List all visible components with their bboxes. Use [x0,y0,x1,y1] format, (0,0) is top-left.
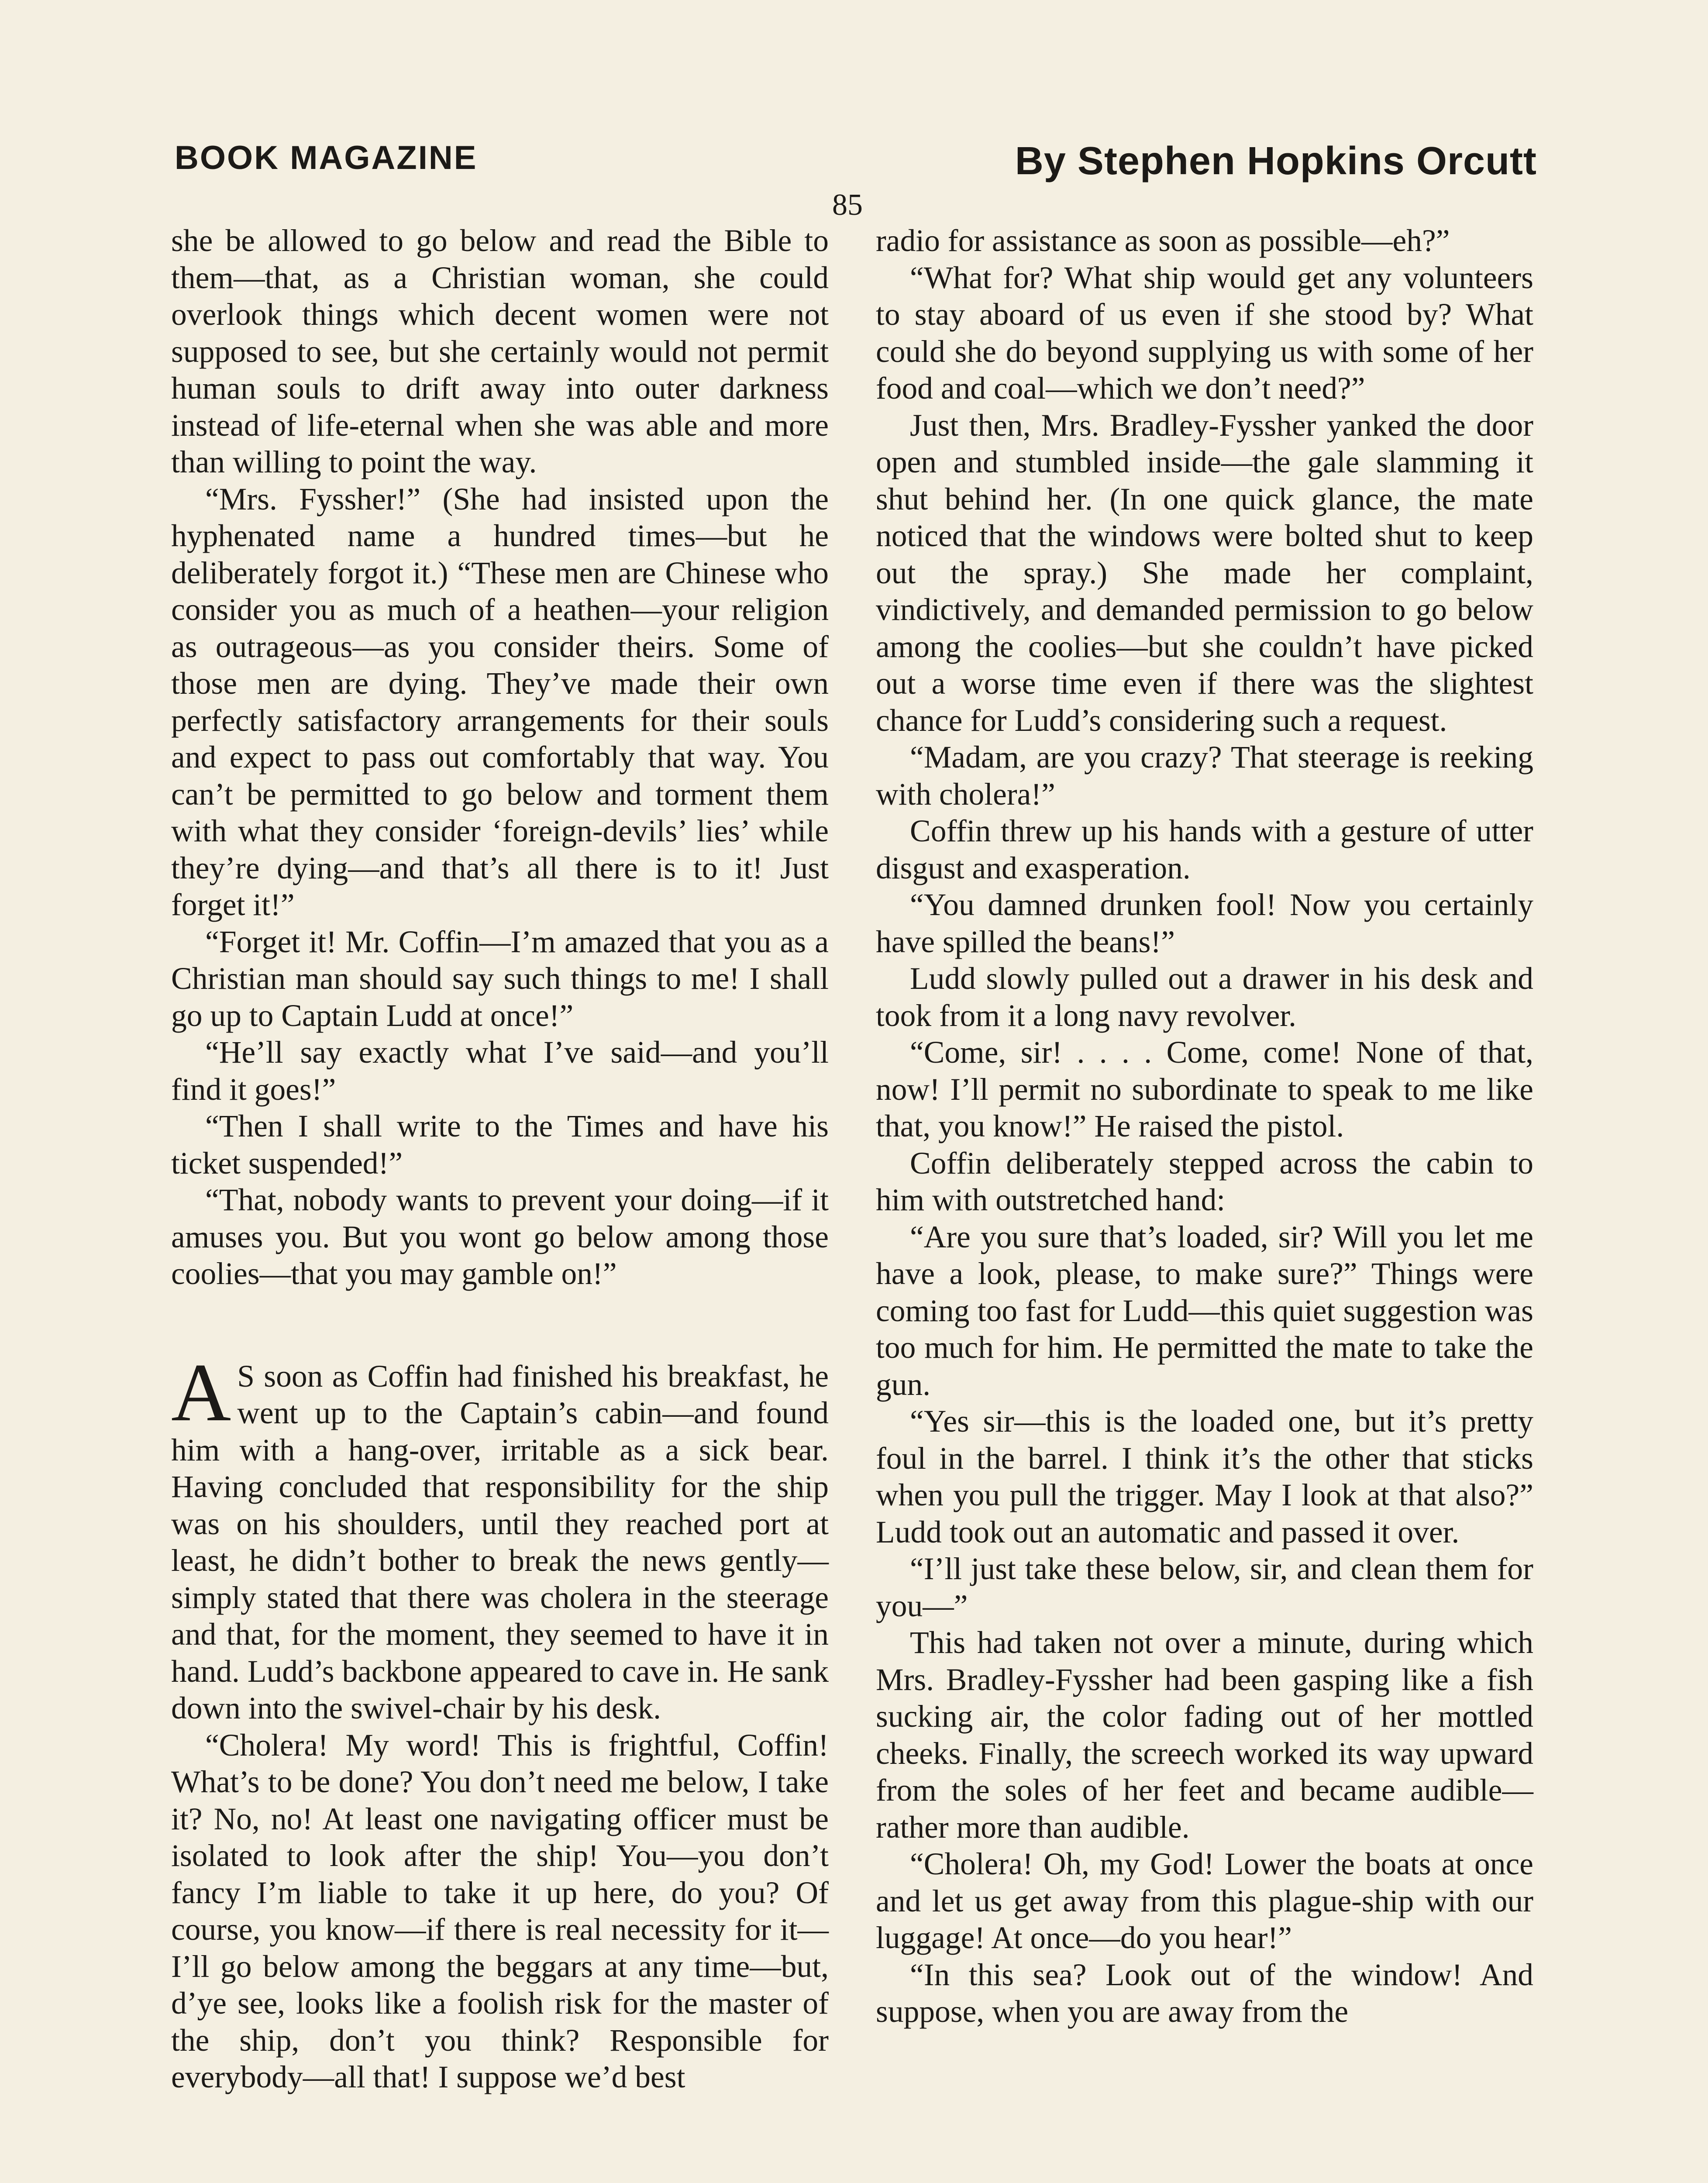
paragraph: “Cholera! Oh, my God! Lower the boats at once and let us get away from this plague-ship with our luggage! At once—do you hear!” [876,1847,1533,1955]
paragraph: Ludd slowly pulled out a drawer in his desk and took from it a long navy revolver. [876,961,1533,1033]
paragraph: “You damned drunken fool! Now you certainly have spilled the beans!” [876,888,1533,959]
paragraph: Coffin deliberately stepped across the cabin to him with outstretched hand: [876,1146,1533,1217]
paragraph: “Then I shall write to the Times and have his ticket suspended!” [171,1109,829,1181]
paragraph: she be allowed to go below and read the Bible to them—that, as a Christian woman, she could overlook things which decent women were not supposed to see, but she certainly would not permit human souls to drift away into outer darkness instead of life-eternal when she was able and more than willing to point the way. [171,224,829,479]
paragraph: “I’ll just take these below, sir, and clean them for you—” [876,1552,1533,1623]
left-column [171,223,829,2096]
author-byline: By Stephen Hopkins Orcutt [1015,139,1537,183]
magazine-title: BOOK MAGAZINE [175,139,478,176]
paragraph: This had taken not over a minute, during which Mrs. Bradley-Fyssher had been gasping like a fish sucking air, the color fading out of her mottled cheeks. Finally, the screech worked its way upward from the soles of her feet and became audible—rather more than audible. [876,1625,1533,1845]
paragraph: “Mrs. Fyssher!” (She had insisted upon the hyphenated name a hundred times—but he deliberately forgot it.) “These men are Chinese who consider you as much of a heathen—your religion as outrageous—as you consider theirs. Some of those men are dying. They’ve made their own perfectly satisfactory arrangements for their souls and expect to pass out comfortably that way. You can’t be permitted to go below and torment them with what they consider ‘foreign-devils’ lies’ while they’re dying—and that’s all there is to it! Just forget it!” [171,482,829,922]
drop-cap: A [171,1346,231,1439]
paragraph: “In this sea? Look out of the window! And suppose, when you are away from the [876,1957,1533,2029]
right-column [876,223,1533,2031]
paragraph: “Madam, are you crazy? That steerage is reeking with cholera!” [876,740,1533,812]
paragraph: Just then, Mrs. Bradley-Fyssher yanked the door open and stumbled inside—the gale slamming it shut behind her. (In one quick glance, the mate noticed that the windows were bolted shut to keep out the spray.) She made her complaint, vindictively, and demanded permission to go below among the coolies—but she couldn’t have picked out a worse time even if there was the slightest chance for Ludd’s considering such a request. [876,408,1533,738]
paragraph-text: S soon as Coffin had finished his breakfast, he went up to the Captain’s cabin—and found him with a hang-over, irritable as a sick bear. Having concluded that responsibility for the ship was on his shoulders, until they reached port at least, he didn’t bother to break the news gently—simply stated that there was cholera in the steerage and that, for the moment, they seemed to have it in hand. Ludd’s backbone appeared to cave in. He sank down into the swivel-chair by his desk. [171,1359,829,1725]
paragraph: “Are you sure that’s loaded, sir? Will you let me have a look, please, to make sure?” Things were coming too fast for Ludd—this quiet suggestion was too much for him. He permitted the mate to take the gun. [876,1219,1533,1402]
paragraph: “That, nobody wants to prevent your doing—if it amuses you. But you wont go below among those coolies—that you may gamble on!” [171,1183,829,1291]
paragraph: “What for? What ship would get any volunteers to stay aboard of us even if she stood by? What could she do beyond supplying us with some of her food and coal—which we don’t need?” [876,260,1533,406]
paragraph: Coffin threw up his hands with a gesture of utter disgust and exasperation. [876,814,1533,885]
paragraph: “Forget it! Mr. Coffin—I’m amazed that you as a Christian man should say such things to me! I shall go up to Captain Ludd at once!” [171,924,829,1033]
paragraph: radio for assistance as soon as possible—eh?” [876,224,1450,258]
paragraph: “Cholera! My word! This is frightful, Coffin! What’s to be done? You don’t need me below, I take it? No, no! At least one navigating officer must be isolated to look after the ship! You—you don’t fancy I’m liable to take it up here, do you? Of course, you know—if there is real necessity for it—I’ll go below among the beggars at any time—but, d’ye see, looks like a foolish risk for the master of the ship, don’t you think? Responsible for everybody—all that! I suppose we’d best [171,1728,829,2094]
paragraph: “Yes sir—this is the loaded one, but it’s pretty foul in the barrel. I think it’s the other that sticks when you pull the trigger. May I look at that also?” Ludd took out an automatic and passed it over. [876,1404,1533,1549]
page-number: 85 [832,188,863,222]
paragraph: “Come, sir! . . . . Come, come! None of that, now! I’ll permit no subordinate to speak to me like that, you know!” He raised the pistol. [876,1035,1533,1143]
paragraph: “He’ll say exactly what I’ve said—and you’ll find it goes!” [171,1035,829,1107]
drop-cap-paragraph [171,1346,829,1727]
